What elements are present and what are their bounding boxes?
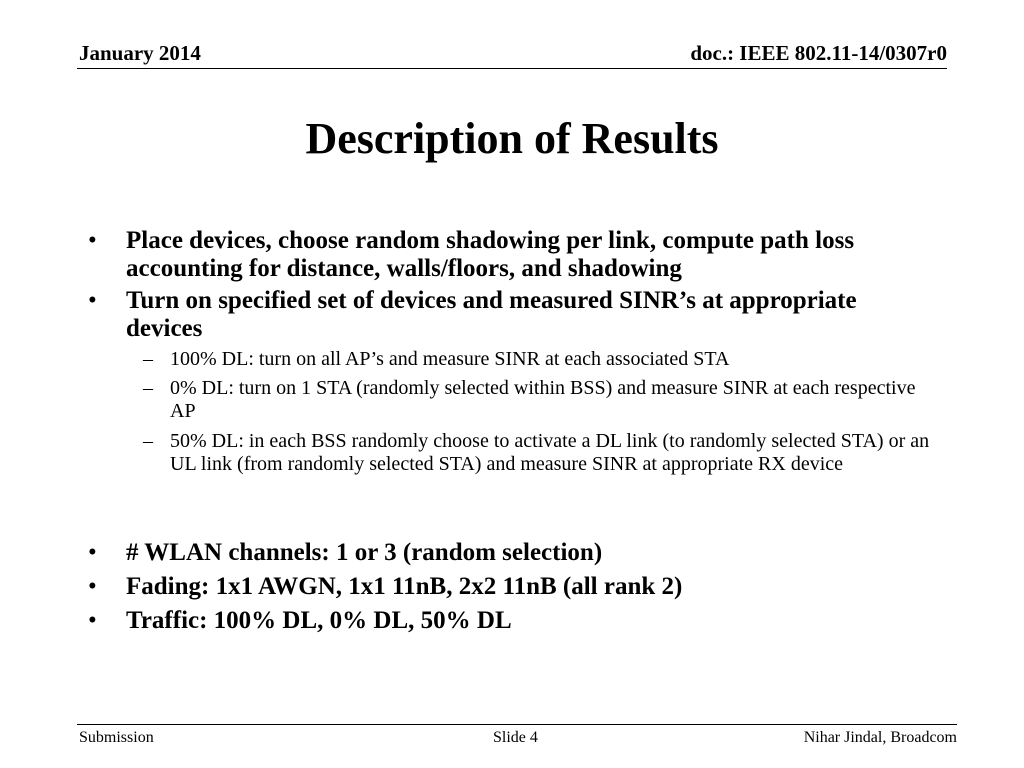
bullet-item-fading bbox=[88, 573, 908, 601]
bullet-marker: • bbox=[88, 607, 97, 634]
sub-bullet-marker: – bbox=[143, 348, 153, 370]
sub-bullet-0-dl bbox=[143, 377, 943, 423]
sub-bullet-text: 50% DL: in each BSS randomly choose to activate a DL link (to randomly selected STA) or an UL link (from randomly selected STA) and measure SINR at appropriate RX device bbox=[170, 430, 930, 475]
bullet-item-wlan-channels bbox=[88, 539, 908, 567]
bullet-marker: • bbox=[88, 287, 97, 314]
bullet-text: Traffic: 100% DL, 0% DL, 50% DL bbox=[126, 607, 512, 634]
sub-bullet-marker: – bbox=[143, 377, 153, 399]
bullet-marker: • bbox=[88, 227, 97, 254]
sub-bullet-50-dl bbox=[143, 430, 943, 476]
bullet-text: Place devices, choose random shadowing per link, compute path loss accounting for distance, walls/floors, and shadowing bbox=[126, 227, 855, 282]
footer-divider bbox=[77, 724, 957, 725]
sub-bullet-text: 0% DL: turn on 1 STA (randomly selected within BSS) and measure SINR at each respective AP bbox=[170, 377, 916, 422]
sub-bullet-marker: – bbox=[143, 430, 153, 452]
footer-slide-number: Slide 4 bbox=[493, 729, 538, 746]
bullet-marker: • bbox=[88, 539, 97, 566]
bullet-text: Fading: 1x1 AWGN, 1x1 11nB, 2x2 11nB (all rank 2) bbox=[126, 573, 683, 600]
bullet-item-traffic bbox=[88, 607, 908, 635]
sub-bullet-text: 100% DL: turn on all AP’s and measure SINR at each associated STA bbox=[170, 348, 730, 370]
bullet-item-placement bbox=[88, 227, 908, 283]
footer-submission: Submission bbox=[79, 729, 154, 746]
bullet-marker: • bbox=[88, 573, 97, 600]
header-date: January 2014 bbox=[79, 41, 201, 65]
bullet-text: Turn on specified set of devices and measured SINR’s at appropriate devices bbox=[126, 287, 857, 342]
footer-author: Nihar Jindal, Broadcom bbox=[803, 729, 957, 746]
sub-bullet-100-dl bbox=[143, 348, 943, 371]
slide-title: Description of Results bbox=[305, 114, 719, 163]
bullet-text: # WLAN channels: 1 or 3 (random selection) bbox=[126, 539, 603, 566]
bullet-item-turn-on bbox=[88, 287, 908, 343]
header-document-id: doc.: IEEE 802.11-14/0307r0 bbox=[690, 41, 947, 65]
